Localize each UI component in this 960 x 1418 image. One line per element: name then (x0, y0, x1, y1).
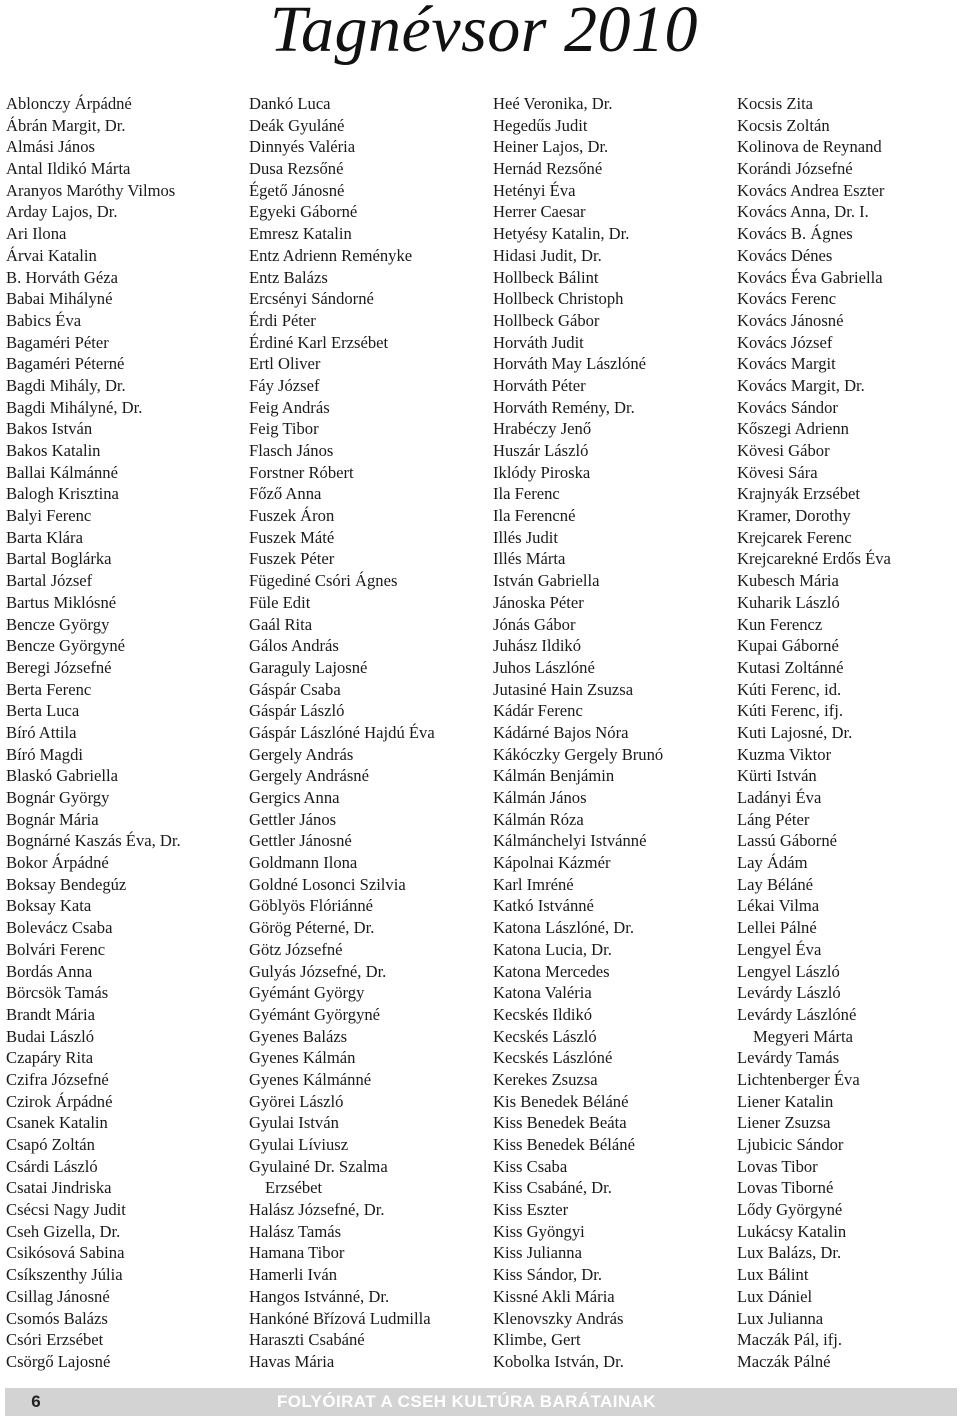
member-name: Horváth Péter (493, 375, 586, 395)
member-name: Kőszegi Adrienn (737, 419, 849, 439)
member-name: Heiner Lajos, Dr. (493, 137, 609, 157)
member-name: Hamerli Iván (249, 1265, 338, 1285)
member-name: Lux Dániel (737, 1286, 813, 1306)
member-name: Kecskés Lászlóné (493, 1048, 613, 1068)
member-name: Klimbe, Gert (493, 1330, 581, 1350)
page-number: 6 (31, 1392, 41, 1411)
member-name: Fáy József (249, 375, 320, 395)
member-name: Ladányi Éva (737, 788, 822, 807)
member-name: Kovács Dénes (737, 245, 833, 265)
member-name: Bognár György (6, 788, 110, 807)
member-name: Havas Mária (249, 1351, 335, 1371)
member-name: Csóri Erzsébet (6, 1330, 104, 1350)
member-name: Hrabéczy Jenő (493, 419, 592, 439)
member-name: Jónás Gábor (493, 614, 576, 634)
member-name: Kovács Jánosné (737, 310, 844, 330)
member-name: Ablonczy Árpádné (6, 94, 132, 113)
member-name: Csörgő Lajosné (6, 1351, 111, 1371)
member-name: Hidasi Judit, Dr. (493, 245, 602, 265)
member-name: Kövesi Sára (737, 462, 818, 482)
member-name: Huszár László (493, 441, 589, 460)
member-name: Maczák Pál, ifj. (737, 1330, 843, 1350)
member-name: Liener Katalin (737, 1091, 834, 1111)
member-name: Kun Ferencz (737, 614, 823, 634)
member-name: Götz Józsefné (249, 939, 343, 959)
member-name: Ábrán Margit, Dr. (6, 115, 126, 135)
member-name: Kobolka István, Dr. (493, 1351, 624, 1371)
member-name: Boksay Bendegúz (6, 874, 127, 894)
member-name: Iklódy Piroska (493, 462, 591, 482)
member-name: Gyulai István (249, 1113, 339, 1133)
member-name: Csikósová Sabina (6, 1243, 125, 1263)
member-name: Kovács Andrea Eszter (737, 180, 885, 200)
member-name: Gergely András (249, 744, 354, 764)
member-name: Kiss Benedek Béláné (493, 1135, 635, 1154)
member-name: Bordás Anna (6, 961, 93, 981)
member-name: Klenovszky András (493, 1308, 624, 1328)
member-name: Gergics Anna (249, 788, 340, 807)
member-name: Feig András (249, 397, 330, 417)
member-name: Kolinova de Reynand (737, 137, 882, 157)
member-name: Bíró Magdi (6, 744, 83, 764)
member-name: Gulyás Józsefné, Dr. (249, 961, 387, 981)
member-name: Katona Valéria (493, 983, 592, 1003)
member-name: István Gabriella (493, 571, 600, 591)
member-name: Feig Tibor (249, 419, 319, 439)
member-name: Lukácsy Katalin (737, 1221, 847, 1241)
member-name: Antal Ildikó Márta (6, 159, 131, 179)
member-name: Fuszek Áron (249, 506, 335, 526)
member-name: Illés Márta (493, 549, 566, 569)
member-list (0, 93, 960, 1378)
member-name: Gyémánt Györgyné (249, 1004, 381, 1024)
member-name: Kovács Margit, Dr. (737, 375, 865, 395)
member-name: Kádárné Bajos Nóra (493, 722, 629, 742)
member-name: Aranyos Maróthy Vilmos (6, 180, 176, 200)
member-name: Bencze György (6, 614, 110, 634)
member-name: Gyenes Kálmánné (249, 1069, 372, 1089)
member-name: Brandt Mária (6, 1004, 95, 1024)
member-name: Babai Mihályné (6, 289, 113, 309)
member-name: Lékai Vilma (737, 896, 820, 916)
member-name: Kádár Ferenc (493, 701, 583, 721)
member-name: Kovács Ferenc (737, 289, 837, 309)
member-name: Görög Péterné, Dr. (249, 918, 375, 938)
member-name: Ballai Kálmánné (6, 462, 118, 482)
member-name: Kápolnai Kázmér (493, 853, 611, 873)
member-name: Kiss Eszter (493, 1200, 569, 1220)
member-name: Kutasi Zoltánné (737, 657, 844, 677)
member-name: Krejcarekné Erdős Éva (737, 549, 891, 569)
member-name: Juhász Ildikó (493, 636, 582, 656)
member-name: Horváth Remény, Dr. (493, 397, 635, 417)
member-name: Láng Péter (737, 809, 810, 829)
member-name: Lovas Tiborné (737, 1178, 834, 1198)
member-name: Gálos András (249, 636, 339, 656)
member-name: Ercsényi Sándorné (249, 289, 374, 309)
member-name: Almási János (6, 137, 95, 157)
name-column-1 (6, 93, 181, 1373)
member-name: Horváth May Lászlóné (493, 354, 646, 374)
member-name: Csatai Jindriska (6, 1178, 112, 1198)
member-name: B. Horváth Géza (6, 267, 118, 287)
member-name: Garaguly Lajosné (249, 657, 368, 677)
member-name: Hangos Istvánné, Dr. (249, 1286, 390, 1306)
member-name: Ertl Oliver (249, 354, 321, 374)
member-name: Krajnyák Erzsébet (737, 484, 861, 504)
member-name: Kovács Margit (737, 354, 836, 374)
member-name: Gyulai Líviusz (249, 1135, 349, 1154)
member-name: Bagaméri Péterné (6, 354, 125, 374)
member-name: Kálmán Benjámin (493, 766, 615, 786)
member-name: Hernád Rezsőné (493, 159, 603, 179)
member-name: Cseh Gizella, Dr. (6, 1221, 121, 1241)
journal-name: FOLYÓIRAT A CSEH KULTÚRA BARÁTAINAK (277, 1392, 656, 1411)
member-name: Kálmánchelyi Istvánné (493, 831, 647, 851)
member-name: Börcsök Tamás (6, 983, 109, 1003)
member-name: Kissné Akli Mária (493, 1286, 615, 1306)
member-name: Bognár Mária (6, 809, 99, 829)
member-name: Hollbeck Gábor (493, 310, 600, 330)
member-name: Csécsi Nagy Judit (6, 1200, 126, 1220)
member-name: Lődy Györgyné (737, 1200, 843, 1220)
name-column-4 (737, 93, 891, 1373)
member-name: Fuszek Máté (249, 527, 335, 547)
member-name: Levárdy László (737, 983, 841, 1003)
member-name: Erzsébet (265, 1178, 323, 1198)
member-name: Bolevácz Csaba (6, 918, 113, 938)
member-name: Katkó Istvánné (493, 896, 594, 916)
member-name: Kocsis Zoltán (737, 115, 830, 135)
member-name: Bakos István (6, 419, 93, 439)
member-name: Göblyös Flóriánné (249, 896, 373, 916)
member-name: Gettler Jánosné (249, 831, 352, 851)
member-name: Gaál Rita (249, 614, 313, 634)
member-name: Kovács József (737, 332, 833, 352)
member-name: Kupai Gáborné (737, 636, 839, 656)
member-name: Boksay Kata (6, 896, 92, 916)
member-name: Dinnyés Valéria (249, 137, 356, 157)
member-name: Bartal József (6, 571, 93, 591)
member-name: Ari Ilona (6, 224, 67, 244)
member-name: Érdi Péter (249, 310, 316, 330)
member-name: Kecskés László (493, 1026, 597, 1046)
member-name: Korándi Józsefné (737, 159, 853, 179)
member-name: Ila Ferenc (493, 484, 560, 504)
member-name: Csapó Zoltán (6, 1135, 95, 1154)
member-name: Fügediné Csóri Ágnes (249, 571, 398, 591)
member-name: Gáspár Lászlóné Hajdú Éva (249, 722, 435, 742)
member-name: Fuszek Péter (249, 549, 335, 569)
member-name: Kis Benedek Béláné (493, 1091, 629, 1111)
member-name: Hollbeck Bálint (493, 267, 599, 287)
member-name: Barta Klára (6, 527, 83, 547)
member-name: Emresz Katalin (249, 224, 352, 244)
member-name: Lay Ádám (737, 853, 808, 873)
member-name: Kálmán Róza (493, 809, 584, 829)
member-name: Halász Tamás (249, 1221, 342, 1241)
member-name: Bíró Attila (6, 722, 77, 742)
member-name: Hamana Tibor (249, 1243, 345, 1263)
member-name: Lassú Gáborné (737, 831, 837, 851)
member-name: Főző Anna (249, 484, 322, 504)
member-name: Goldné Losonci Szilvia (249, 874, 406, 894)
member-name: Liener Zsuzsa (737, 1113, 831, 1133)
member-name: Juhos Lászlóné (493, 657, 595, 677)
name-column-3 (493, 93, 663, 1373)
member-name: Kiss Csabáné, Dr. (493, 1178, 612, 1198)
member-name: Lux Julianna (737, 1308, 824, 1328)
member-name: Csomós Balázs (6, 1308, 108, 1328)
member-name: Kovács B. Ágnes (737, 224, 853, 244)
member-name: Kovács Anna, Dr. I. (737, 202, 869, 222)
member-name: Beregi Józsefné (6, 657, 112, 677)
member-name: Kocsis Zita (737, 94, 814, 113)
member-name: Gyémánt György (249, 983, 365, 1003)
member-name: Katona Lászlóné, Dr. (493, 918, 634, 938)
member-name: Arday Lajos, Dr. (6, 202, 118, 222)
member-name: Kiss Benedek Beáta (493, 1113, 627, 1133)
member-name: Hollbeck Christoph (493, 289, 624, 309)
member-name: Égető Jánosné (249, 180, 345, 200)
member-name: Gyenes Kálmán (249, 1048, 356, 1068)
member-name: Illés Judit (493, 527, 558, 547)
member-name: Bokor Árpádné (6, 853, 109, 873)
member-name: Érdiné Karl Erzsébet (249, 332, 389, 352)
member-name: Csíkszenthy Júlia (6, 1265, 123, 1285)
member-name: Gyulainé Dr. Szalma (249, 1156, 388, 1176)
member-name: Entz Adrienn Reményke (249, 245, 413, 265)
member-name: Dusa Rezsőné (249, 159, 344, 179)
member-name: Flasch János (249, 441, 334, 460)
member-name: Kiss Csaba (493, 1156, 568, 1176)
member-name: Kúti Ferenc, ifj. (737, 701, 843, 721)
member-name: Kúti Ferenc, id. (737, 679, 842, 699)
member-name: Bartal Boglárka (6, 549, 112, 569)
member-name: Lengyel László (737, 961, 840, 981)
member-name: Jánoska Péter (493, 592, 584, 612)
member-name: Kubesch Mária (737, 571, 839, 591)
name-column-2 (249, 93, 435, 1373)
member-name: Egyeki Gáborné (249, 202, 358, 222)
member-name: Kákóczky Gergely Brunó (493, 744, 664, 764)
member-name: Berta Ferenc (6, 679, 92, 699)
member-name: Árvai Katalin (6, 245, 97, 265)
member-name: Csillag Jánosné (6, 1286, 110, 1306)
member-name: Bartus Miklósné (6, 592, 117, 612)
member-name: Kiss Sándor, Dr. (493, 1265, 603, 1285)
member-name: Kövesi Gábor (737, 441, 830, 460)
member-name: Balyi Ferenc (6, 506, 92, 526)
member-name: Berta Luca (6, 701, 80, 721)
member-name: Horváth Judit (493, 332, 584, 352)
member-name: Babics Éva (6, 310, 82, 330)
member-name: Kálmán János (493, 788, 587, 807)
member-name: Gáspár László (249, 701, 345, 721)
member-name: Lovas Tibor (737, 1156, 818, 1176)
member-name: Kürti István (737, 766, 817, 786)
member-name: Levárdy Lászlóné (737, 1004, 857, 1024)
member-name: Krejcarek Ferenc (737, 527, 852, 547)
member-name: Hetyésy Katalin, Dr. (493, 224, 630, 244)
member-name: Bognárné Kaszás Éva, Dr. (6, 831, 181, 851)
member-name: Ila Ferencné (493, 506, 576, 526)
member-name: Gettler János (249, 809, 337, 829)
member-name: Gergely Andrásné (249, 766, 369, 786)
member-name: Gyenes Balázs (249, 1026, 348, 1046)
member-name: Lellei Pálné (737, 918, 817, 938)
member-name: Kuharik László (737, 592, 840, 612)
member-name: Katona Mercedes (493, 961, 610, 981)
member-name: Haraszti Csabáné (249, 1330, 365, 1350)
member-name: Lay Béláné (737, 874, 814, 894)
member-name: Kuti Lajosné, Dr. (737, 722, 853, 742)
member-name: Budai László (6, 1026, 95, 1046)
member-name: Czifra Józsefné (6, 1069, 109, 1089)
member-name: Czirok Árpádné (6, 1091, 113, 1111)
member-name: Heé Veronika, Dr. (493, 94, 613, 113)
member-name: Levárdy Tamás (737, 1048, 840, 1068)
member-name: Györei László (249, 1091, 344, 1111)
member-name: Kuzma Viktor (737, 744, 832, 764)
member-name: Kovács Sándor (737, 397, 838, 417)
member-name: Dankó Luca (249, 94, 331, 113)
member-name: Balogh Krisztina (6, 484, 119, 504)
member-name: Lengyel Éva (737, 939, 822, 959)
member-name: Halász Józsefné, Dr. (249, 1200, 385, 1220)
member-name: Bagdi Mihályné, Dr. (6, 397, 143, 417)
member-name: Herrer Caesar (493, 202, 586, 222)
member-name: Forstner Róbert (249, 462, 354, 482)
member-name: Goldmann Ilona (249, 853, 358, 873)
member-name: Megyeri Márta (753, 1026, 853, 1046)
member-name: Deák Gyuláné (249, 115, 345, 135)
member-name: Katona Lucia, Dr. (493, 939, 612, 959)
member-name: Czapáry Rita (6, 1048, 94, 1068)
member-name: Csárdi László (6, 1156, 98, 1176)
member-name: Blaskó Gabriella (6, 766, 118, 786)
member-name: Ljubicic Sándor (737, 1135, 844, 1154)
member-name: Bagdi Mihály, Dr. (6, 375, 126, 395)
member-name: Entz Balázs (249, 267, 328, 287)
member-name: Kecskés Ildikó (493, 1004, 593, 1024)
member-name: Kiss Julianna (493, 1243, 582, 1263)
member-name: Kerekes Zsuzsa (493, 1069, 598, 1089)
member-name: Füle Edit (249, 592, 311, 612)
member-name: Maczák Pálné (737, 1351, 831, 1371)
member-name: Bagaméri Péter (6, 332, 109, 352)
member-name: Jutasiné Hain Zsuzsa (493, 679, 634, 699)
member-name: Gáspár Csaba (249, 679, 341, 699)
member-name: Kiss Gyöngyi (493, 1221, 585, 1241)
member-name: Bakos Katalin (6, 441, 101, 460)
page-footer (5, 1388, 957, 1416)
member-name: Kovács Éva Gabriella (737, 267, 883, 287)
member-name: Csanek Katalin (6, 1113, 108, 1133)
page-title: Tagnévsor 2010 (269, 0, 698, 66)
member-name: Kramer, Dorothy (737, 506, 851, 526)
member-name: Lux Bálint (737, 1265, 809, 1285)
member-name: Hegedűs Judit (493, 115, 588, 135)
member-name: Lux Balázs, Dr. (737, 1243, 842, 1263)
member-name: Karl Imréné (493, 874, 574, 894)
member-name: Lichtenberger Éva (737, 1069, 860, 1089)
member-name: Hetényi Éva (493, 180, 576, 200)
member-name: Hankóné Břízová Ludmilla (249, 1308, 431, 1328)
member-name: Bolvári Ferenc (6, 939, 106, 959)
member-name: Bencze Györgyné (6, 636, 126, 656)
